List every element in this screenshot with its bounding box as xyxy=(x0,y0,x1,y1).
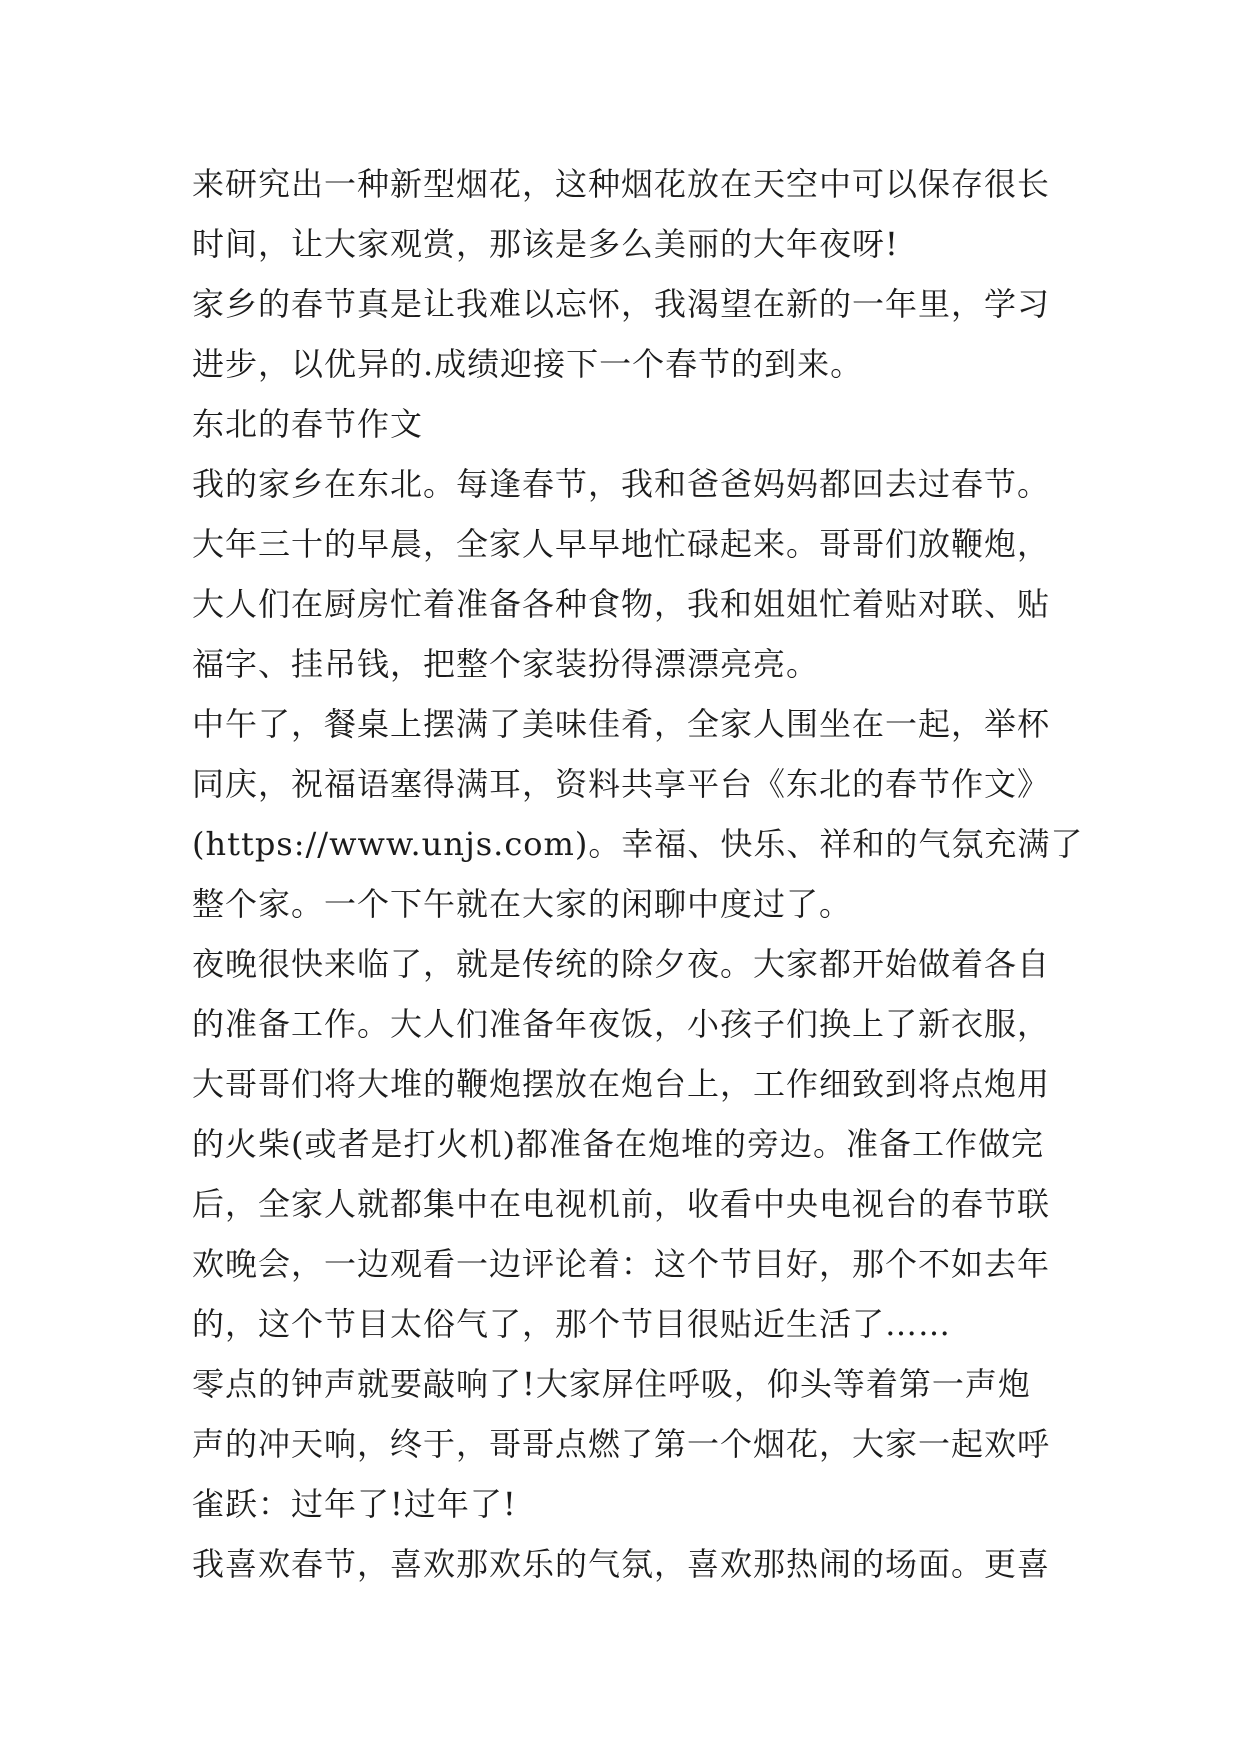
text-line: 大人们在厨房忙着准备各种食物，我和姐姐忙着贴对联、贴 xyxy=(192,585,1051,623)
document-body xyxy=(192,154,1084,1594)
text-line: 零点的钟声就要敲响了!大家屏住呼吸，仰头等着第一声炮 xyxy=(192,1365,1031,1403)
text-line: 中午了，餐桌上摆满了美味佳肴，全家人围坐在一起，举杯 xyxy=(192,705,1051,743)
section-title: 东北的春节作文 xyxy=(192,405,424,443)
text-line: 同庆，祝福语塞得满耳，资料共享平台《东北的春节作文》 xyxy=(192,765,1051,803)
text-line: 家乡的春节真是让我难以忘怀，我渴望在新的一年里，学习 xyxy=(192,285,1051,323)
text-line: 的，这个节目太俗气了，那个节目很贴近生活了…… xyxy=(192,1305,952,1343)
text-line: 进步，以优异的.成绩迎接下一个春节的到来。 xyxy=(192,345,864,383)
text-line: 后，全家人就都集中在电视机前，收看中央电视台的春节联 xyxy=(192,1185,1051,1223)
text-line: 福字、挂吊钱，把整个家装扮得漂漂亮亮。 xyxy=(192,645,820,683)
text-line: 大年三十的早晨，全家人早早地忙碌起来。哥哥们放鞭炮， xyxy=(192,525,1051,563)
text-line: (https://www.unjs.com)。幸福、快乐、祥和的气氛充满了 xyxy=(192,825,1084,863)
text-line: 的火柴(或者是打火机)都准备在炮堆的旁边。准备工作做完 xyxy=(192,1125,1044,1163)
text-line: 声的冲天响，终于，哥哥点燃了第一个烟花，大家一起欢呼 xyxy=(192,1425,1051,1463)
text-line: 的准备工作。大人们准备年夜饭，小孩子们换上了新衣服， xyxy=(192,1005,1051,1043)
text-line: 欢晚会，一边观看一边评论着：这个节目好，那个不如去年 xyxy=(192,1245,1051,1283)
text-line: 大哥哥们将大堆的鞭炮摆放在炮台上，工作细致到将点炮用 xyxy=(192,1065,1051,1103)
text-line: 我喜欢春节，喜欢那欢乐的气氛，喜欢那热闹的场面。更喜 xyxy=(192,1545,1051,1583)
text-line: 时间，让大家观赏，那该是多么美丽的大年夜呀! xyxy=(192,225,899,263)
text-line: 雀跃：过年了!过年了! xyxy=(192,1485,517,1523)
text-line: 我的家乡在东北。每逢春节，我和爸爸妈妈都回去过春节。 xyxy=(192,465,1051,503)
text-line: 整个家。一个下午就在大家的闲聊中度过了。 xyxy=(192,885,853,923)
text-line: 夜晚很快来临了，就是传统的除夕夜。大家都开始做着各自 xyxy=(192,945,1051,983)
text-line: 来研究出一种新型烟花，这种烟花放在天空中可以保存很长 xyxy=(192,165,1051,203)
